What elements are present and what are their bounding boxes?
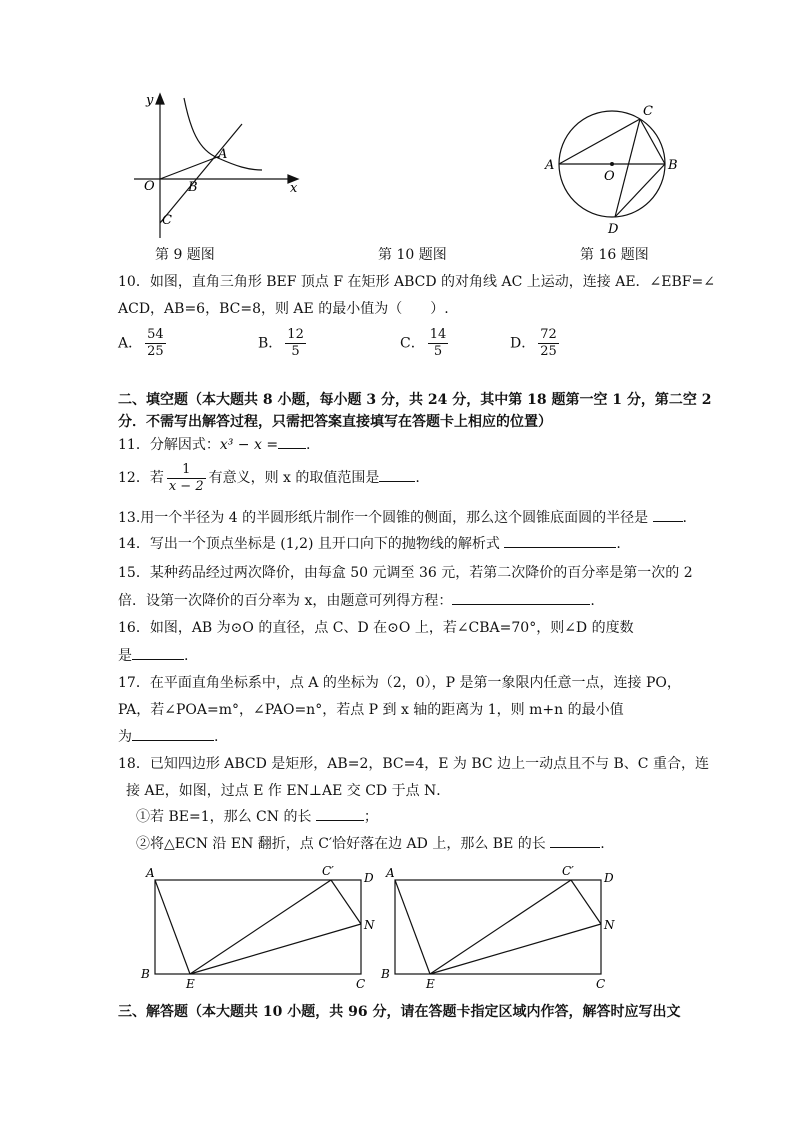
option-num: 12	[287, 327, 304, 342]
q11-expression: x³ − x =	[219, 437, 279, 453]
q14-end: .	[616, 536, 621, 552]
option-den: 25	[540, 344, 557, 359]
q16-line1: 16．如图，AB 为⊙O 的直径，点 C、D 在⊙O 上，若∠CBA=70°，则∠D 的度数	[118, 620, 634, 636]
section2-heading-line1: 二、填空题（本大题共 8 小题，每小题 3 分，共 24 分，其中第 18 题第一空 1 分，第二空 2	[118, 392, 712, 408]
q12-answer-blank[interactable]	[379, 469, 415, 482]
q13-end: .	[682, 510, 687, 526]
q18-figure-left	[138, 862, 383, 992]
figure-9	[126, 88, 316, 238]
q16-text: 是	[118, 648, 132, 664]
figure-16	[540, 98, 690, 238]
line-cba	[160, 124, 242, 223]
rectangle-abcd	[155, 880, 361, 974]
label-n: N	[364, 918, 375, 932]
q16-answer-blank[interactable]	[132, 647, 184, 660]
label-a: A	[386, 866, 395, 880]
label-b: B	[141, 967, 150, 981]
q12	[118, 460, 420, 496]
option-num: 14	[429, 327, 447, 342]
label-c: C	[162, 213, 172, 228]
q10-option-d	[510, 327, 562, 360]
y-arrow	[156, 94, 164, 104]
label-b: B	[188, 180, 198, 195]
chord-cd	[615, 119, 640, 217]
label-b: B	[381, 967, 390, 981]
q15-text: 倍．设第一次降价的百分率为 x，由题意可列得方程：	[118, 593, 453, 609]
q16-line2	[118, 646, 188, 666]
q15-end: .	[590, 593, 595, 609]
q18-sub1-text: ①若 BE=1，那么 CN 的长	[136, 809, 312, 825]
label-o: O	[604, 169, 615, 184]
option-den: 5	[433, 344, 443, 359]
chord-ac	[559, 119, 640, 164]
q12-end: .	[415, 470, 420, 486]
q11-answer-blank[interactable]	[278, 436, 306, 449]
option-den: 25	[147, 344, 164, 359]
q10-line2: ACD，AB=6，BC=8，则 AE 的最小值为（ ）.	[118, 301, 449, 317]
q17-answer-blank[interactable]	[132, 728, 214, 741]
q13	[118, 508, 687, 528]
option-num: 54	[147, 327, 164, 342]
q14-answer-blank[interactable]	[504, 535, 616, 548]
section2-heading-line2: 分．不需写出解答过程，只需把答案直接填写在答题卡上相应的位置）	[118, 414, 552, 430]
line-oa	[160, 156, 220, 179]
center-point	[610, 162, 614, 166]
label-e: E	[186, 977, 195, 991]
segment-ae	[395, 880, 430, 974]
label-a: A	[545, 158, 555, 173]
q10-line1: 10．如图，直角三角形 BEF 顶点 F 在矩形 ABCD 的对角线 AC 上运动，连接 AE．∠EBF=∠	[118, 274, 715, 290]
label-d: D	[364, 871, 374, 885]
q18-sub2	[136, 834, 605, 854]
q15-line1: 15．某种药品经过两次降价，由每盒 50 元调至 36 元，若第二次降价的百分率是第一次的 2	[118, 565, 693, 581]
rectangle-abcd	[395, 880, 601, 974]
q12-num: 1	[167, 462, 206, 479]
segment-ec-prime	[190, 880, 331, 974]
q12-den: x − 2	[168, 478, 204, 494]
q10-option-a	[118, 327, 169, 360]
segment-c-prime-n	[331, 880, 361, 924]
caption-fig9: 第 9 题图	[155, 247, 215, 263]
q13-answer-blank[interactable]	[653, 509, 683, 522]
label-o: O	[144, 179, 155, 194]
q10-option-b	[258, 327, 309, 360]
label-n: N	[604, 918, 615, 932]
q16-end: .	[184, 648, 189, 664]
label-x: x	[290, 181, 298, 196]
caption-fig16: 第 16 题图	[580, 247, 649, 263]
label-c-prime: C′	[322, 864, 334, 878]
chord-bc	[640, 119, 665, 164]
option-label: D．	[510, 335, 536, 352]
label-y: y	[146, 93, 154, 108]
q18-sub2-blank[interactable]	[550, 835, 600, 848]
label-a: A	[146, 866, 155, 880]
q18-line2: 接 AE，如图，过点 E 作 EN⊥AE 交 CD 于点 N．	[126, 783, 451, 799]
q18-sub1	[136, 807, 378, 827]
q15-line2	[118, 591, 595, 611]
label-d: D	[604, 871, 614, 885]
q13-text: 13.用一个半径为 4 的半圆形纸片制作一个圆锥的侧面，那么这个圆锥底面圆的半径是	[118, 510, 649, 526]
section3-heading: 三、解答题（本大题共 10 小题，共 96 分，请在答题卡指定区域内作答，解答时应写出文	[118, 1004, 681, 1020]
option-num: 72	[540, 327, 557, 342]
q18-sub1-end: ；	[363, 809, 378, 825]
q17-line2: PA，若∠POA=m°，∠PAO=n°，若点 P 到 x 轴的距离为 1，则 m+n 的最小值	[118, 702, 624, 718]
q12-text: 有意义，则 x 的取值范围是	[208, 470, 380, 486]
q11	[118, 435, 311, 455]
caption-fig10: 第 10 题图	[378, 247, 447, 263]
q10-option-c	[400, 327, 451, 360]
segment-en	[190, 924, 361, 974]
option-label: C．	[400, 335, 425, 352]
label-c: C	[356, 977, 366, 991]
q18-sub2-end: .	[600, 836, 605, 852]
q12-prefix: 12．若	[118, 470, 164, 486]
label-c-prime: C′	[562, 864, 574, 878]
q14-text: 14．写出一个顶点坐标是 (1,2) 且开口向下的抛物线的解析式	[118, 536, 500, 552]
segment-ae	[155, 880, 190, 974]
q17-line3	[118, 727, 218, 747]
q17-line1: 17．在平面直角坐标系中，点 A 的坐标为（2，0），P 是第一象限内任意一点，连接 PO，	[118, 675, 681, 691]
q17-text: 为	[118, 729, 132, 745]
label-e: E	[426, 977, 435, 991]
q17-end: .	[214, 729, 219, 745]
q18-sub2-text: ②将△ECN 沿 EN 翻折，点 C′恰好落在边 AD 上，那么 BE 的长	[136, 836, 546, 852]
q18-figure-right	[378, 862, 623, 992]
option-den: 5	[291, 344, 300, 359]
q18-sub1-blank[interactable]	[316, 808, 364, 821]
option-label: B．	[258, 335, 283, 352]
segment-c-prime-n	[571, 880, 601, 924]
q11-prefix: 11．分解因式：	[118, 437, 220, 453]
option-label: A．	[118, 335, 143, 352]
label-c: C	[596, 977, 606, 991]
q18-line1: 18．已知四边形 ABCD 是矩形，AB=2，BC=4，E 为 BC 边上一动点且不与 B、C 重合，连	[118, 756, 709, 772]
q15-answer-blank[interactable]	[452, 592, 590, 605]
label-d: D	[608, 222, 619, 237]
label-b: B	[668, 158, 678, 173]
segment-en	[430, 924, 601, 974]
label-c: C	[643, 104, 653, 119]
q11-end: .	[306, 437, 311, 453]
segment-ec-prime	[430, 880, 571, 974]
label-a: A	[218, 147, 228, 162]
q14	[118, 534, 621, 554]
